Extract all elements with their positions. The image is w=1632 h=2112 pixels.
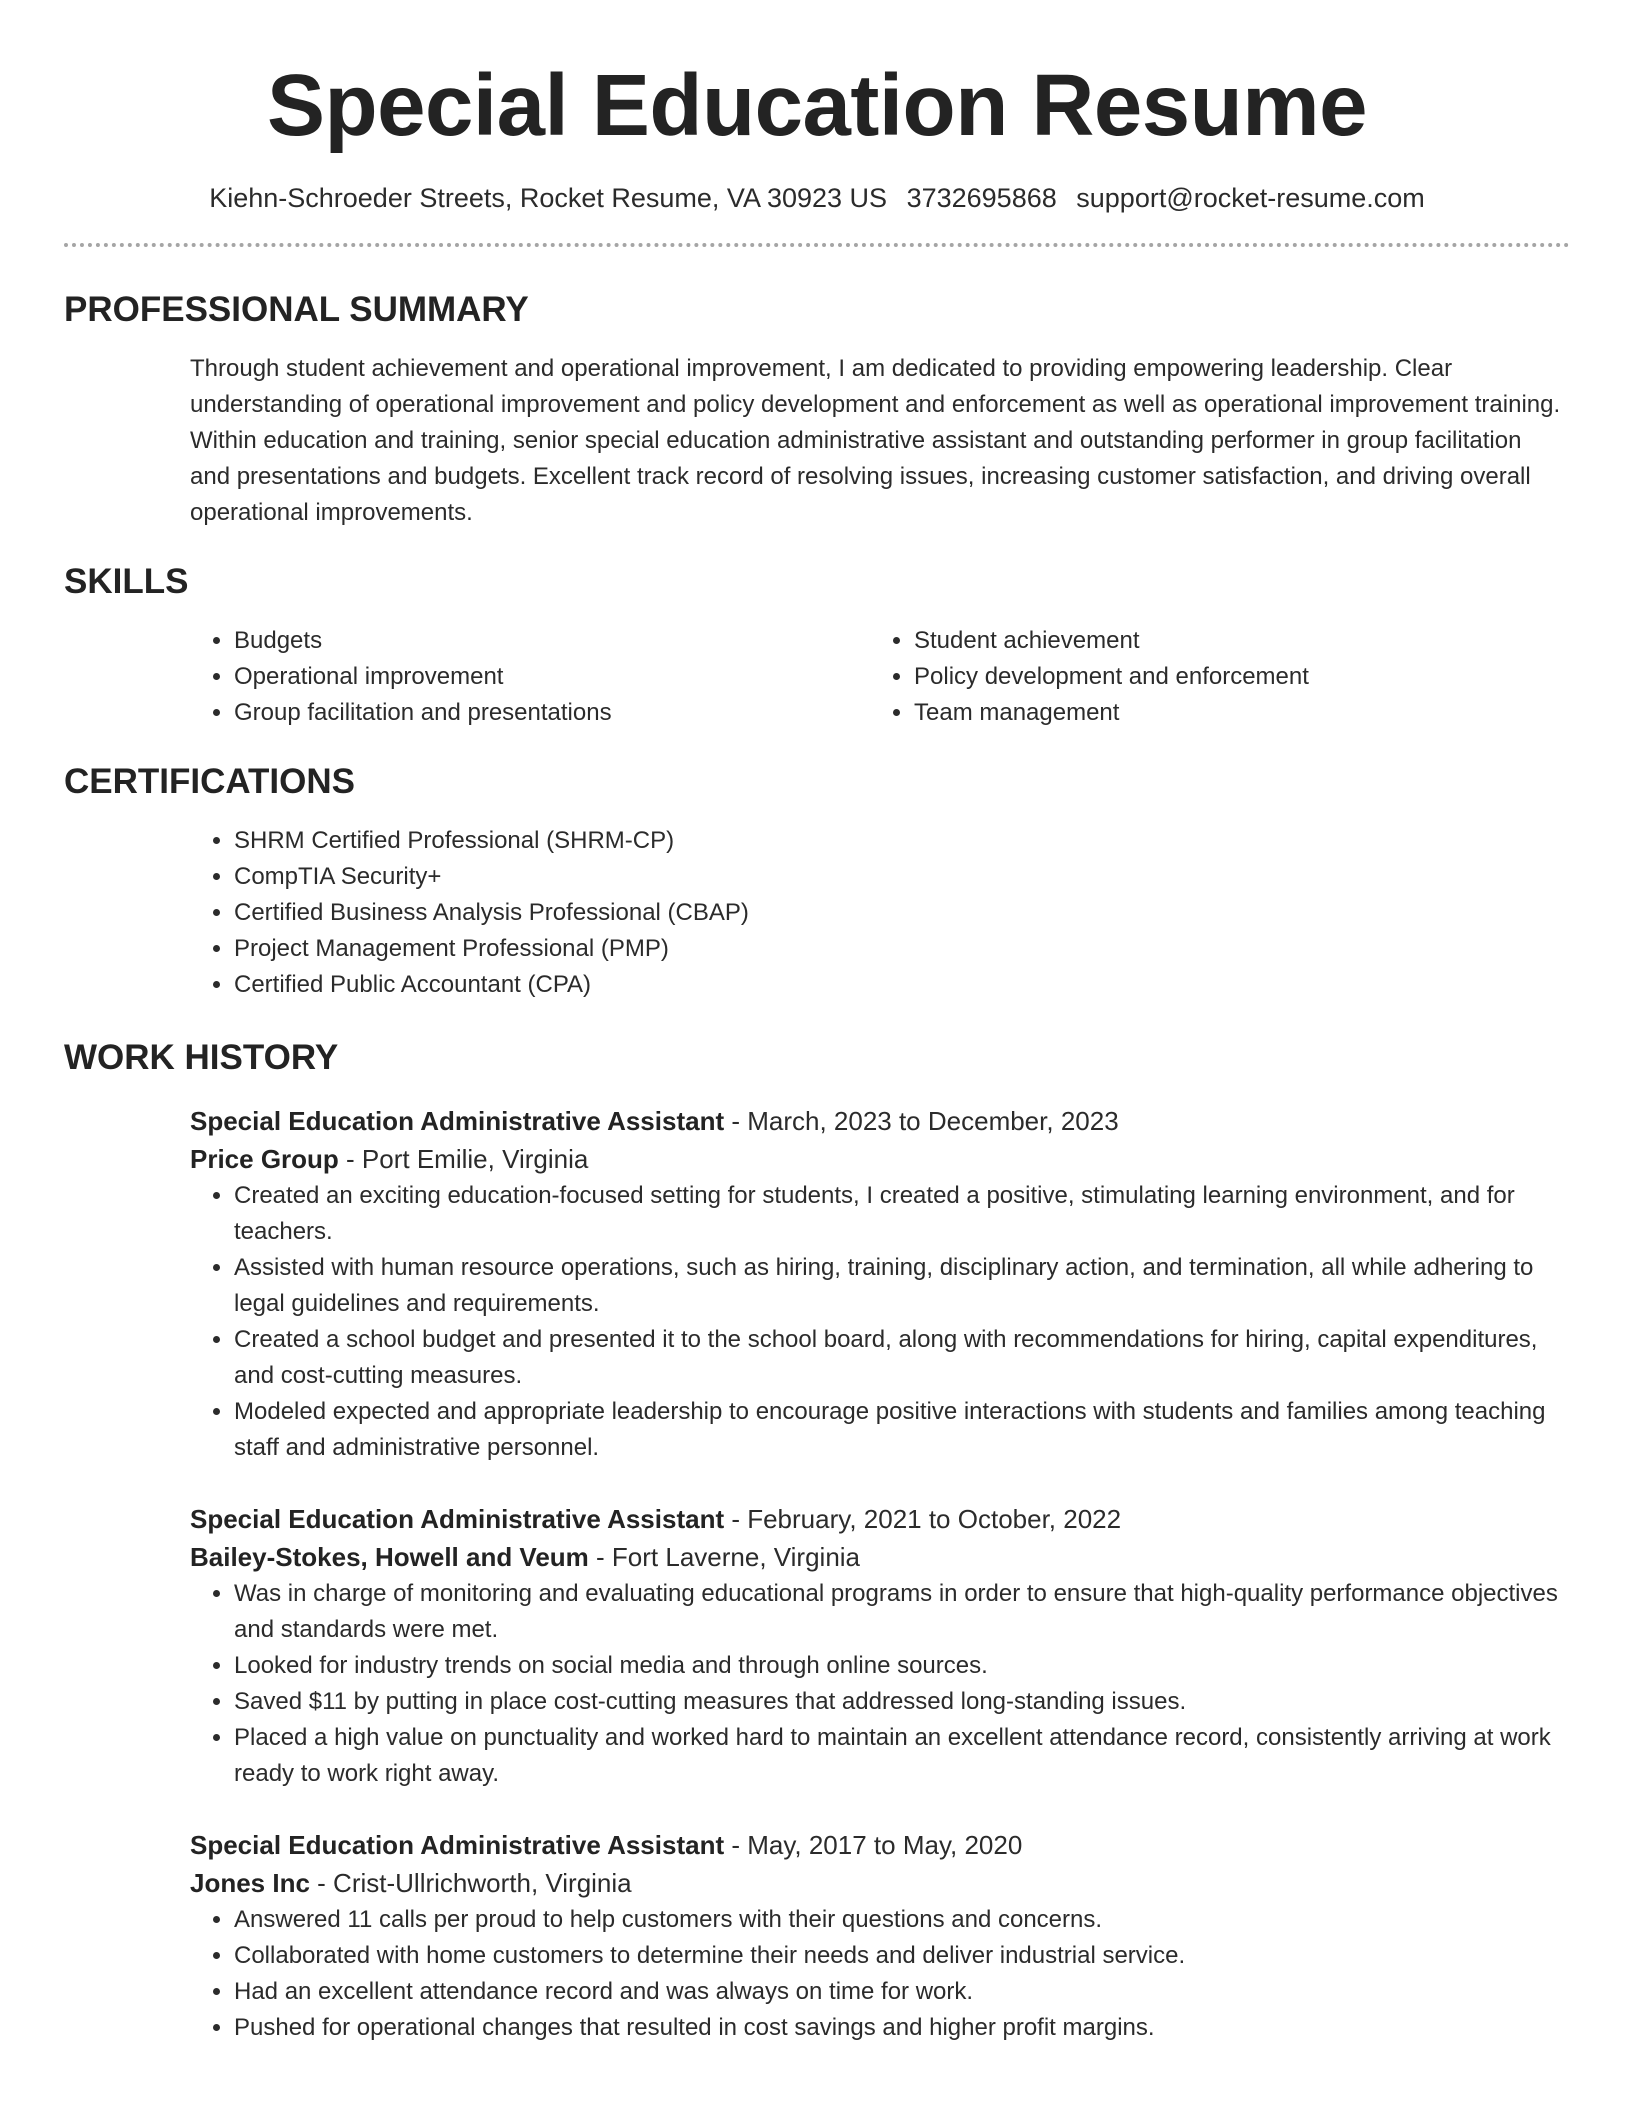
contact-email: support@rocket-resume.com xyxy=(1076,183,1425,213)
certification-item: • Certified Business Analysis Professional (CBAP) xyxy=(234,895,1570,931)
job-title-line xyxy=(190,1500,1570,1538)
job-title-line xyxy=(190,1826,1570,1864)
job-dates: - February, 2021 to October, 2022 xyxy=(724,1504,1122,1534)
job-location: - Fort Laverne, Virginia xyxy=(588,1542,861,1572)
skills-column-right xyxy=(870,623,1550,731)
job-bullet: • Looked for industry trends on social media and through online sources. xyxy=(234,1648,1570,1684)
summary-heading: PROFESSIONAL SUMMARY xyxy=(64,290,529,329)
skills-list xyxy=(190,623,1570,731)
job-location: - Crist-Ullrichworth, Virginia xyxy=(309,1868,632,1898)
job-company: Bailey-Stokes, Howell and Veum xyxy=(190,1542,589,1572)
skill-item: • Budgets xyxy=(234,623,870,659)
resume-page xyxy=(64,0,1570,2046)
job-entry xyxy=(190,1102,1570,1466)
header-divider xyxy=(64,243,1570,247)
job-bullets xyxy=(190,1576,1570,1792)
job-title: Special Education Administrative Assistant xyxy=(190,1504,725,1534)
job-bullet: • Created a school budget and presented it to the school board, along with recommendations for hiring, capital expenditures, and cost-cutting measures. xyxy=(234,1322,1570,1394)
job-company: Jones Inc xyxy=(190,1868,310,1898)
resume-title: Special Education Resume xyxy=(266,57,1367,154)
job-entry xyxy=(190,1500,1570,1792)
job-dates: - March, 2023 to December, 2023 xyxy=(724,1106,1119,1136)
job-company-line xyxy=(190,1864,1570,1902)
contact-phone: 3732695868 xyxy=(906,183,1057,213)
job-bullets xyxy=(190,1178,1570,1466)
skill-item: • Operational improvement xyxy=(234,659,870,695)
skill-item: • Team management xyxy=(914,695,1550,731)
work-history-heading: WORK HISTORY xyxy=(64,1038,339,1077)
job-bullet: • Pushed for operational changes that resulted in cost savings and higher profit margins. xyxy=(234,2010,1570,2046)
job-bullet: • Was in charge of monitoring and evaluating educational programs in order to ensure that high-quality performance objectives and standards were met. xyxy=(234,1576,1570,1648)
job-company-line xyxy=(190,1140,1570,1178)
job-bullet: • Collaborated with home customers to determine their needs and deliver industrial service. xyxy=(234,1938,1570,1974)
certifications-list xyxy=(190,823,1570,1003)
skills-column-left xyxy=(190,623,870,731)
certification-item: • SHRM Certified Professional (SHRM-CP) xyxy=(234,823,1570,859)
job-location: - Port Emilie, Virginia xyxy=(338,1144,589,1174)
contact-line xyxy=(64,181,1570,215)
skills-heading: SKILLS xyxy=(64,562,189,601)
job-bullet: • Created an exciting education-focused setting for students, I created a positive, stimulating learning environment, and for teachers. xyxy=(234,1178,1570,1250)
job-bullet: • Placed a high value on punctuality and worked hard to maintain an excellent attendance record, consistently arriving at work ready to work right away. xyxy=(234,1720,1570,1792)
certification-item: • CompTIA Security+ xyxy=(234,859,1570,895)
contact-address: Kiehn-Schroeder Streets, Rocket Resume, VA 30923 US xyxy=(209,183,888,213)
certifications-heading: CERTIFICATIONS xyxy=(64,762,356,801)
job-title-line xyxy=(190,1102,1570,1140)
skill-item: • Student achievement xyxy=(914,623,1550,659)
job-company: Price Group xyxy=(190,1144,339,1174)
certification-item: • Project Management Professional (PMP) xyxy=(234,931,1570,967)
job-dates: - May, 2017 to May, 2020 xyxy=(724,1830,1023,1860)
job-title: Special Education Administrative Assistant xyxy=(190,1830,725,1860)
certification-item: • Certified Public Accountant (CPA) xyxy=(234,967,1570,1003)
job-company-line xyxy=(190,1538,1570,1576)
summary-text: Through student achievement and operational improvement, I am dedicated to providing empowering leadership. Clear understanding of operational improvement and policy development and enforcement as well as operational improvement training. Within education and training, senior special education administrative assistant and outstanding performer in group facilitation and presentations and budgets. Excellent track record of resolving issues, increasing customer satisfaction, and driving overall operational improvements. xyxy=(190,355,1561,526)
skill-item: • Policy development and enforcement xyxy=(914,659,1550,695)
job-title: Special Education Administrative Assistant xyxy=(190,1106,725,1136)
job-bullet: • Answered 11 calls per proud to help customers with their questions and concerns. xyxy=(234,1902,1570,1938)
job-bullet: • Had an excellent attendance record and was always on time for work. xyxy=(234,1974,1570,2010)
job-bullet: • Modeled expected and appropriate leadership to encourage positive interactions with students and families among teaching staff and administrative personnel. xyxy=(234,1394,1570,1466)
job-bullet: • Saved $11 by putting in place cost-cutting measures that addressed long-standing issues. xyxy=(234,1684,1570,1720)
job-bullet: • Assisted with human resource operations, such as hiring, training, disciplinary action, and termination, all while adhering to legal guidelines and requirements. xyxy=(234,1250,1570,1322)
job-bullets xyxy=(190,1902,1570,2046)
skill-item: • Group facilitation and presentations xyxy=(234,695,870,731)
job-entry xyxy=(190,1826,1570,2046)
